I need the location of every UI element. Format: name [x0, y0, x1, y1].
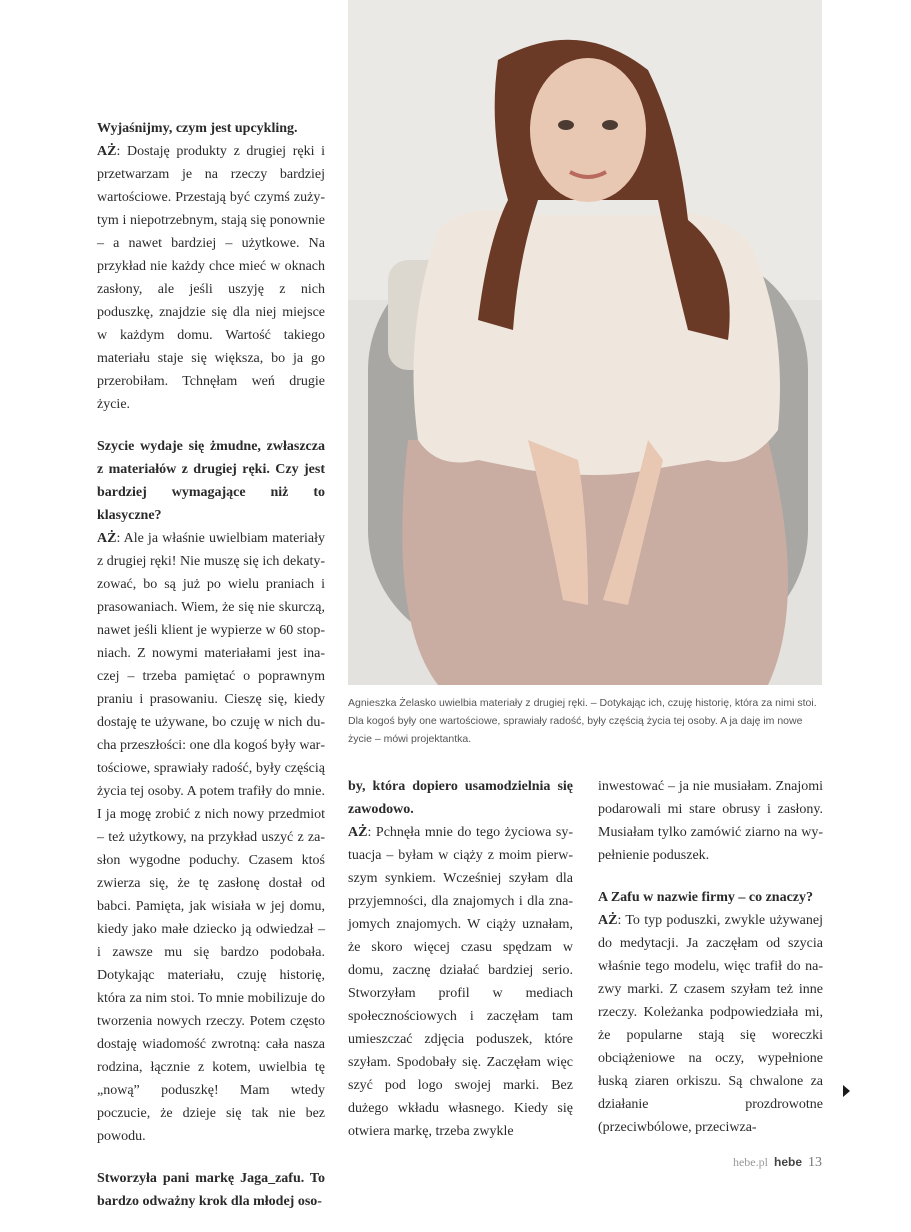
footer-site: hebe.pl — [732, 1155, 768, 1169]
speaker-initials: AŻ — [97, 531, 117, 546]
footer-brand-logo: hebe — [773, 1155, 802, 1169]
paragraph — [97, 117, 325, 416]
answer-text: inwestować – ja nie musiałam. Znajomi podarowali mi stare obrusy i zasłony. Musiałam tylko zamówić ziarno na wypełnienie poduszek. — [598, 779, 823, 863]
paragraph — [97, 435, 325, 1148]
article-column-3 — [598, 775, 823, 1158]
page-footer — [733, 1155, 822, 1171]
article-column-2 — [348, 775, 573, 1162]
portrait-illustration — [348, 0, 822, 685]
answer-text: : Pchnęła mnie do tego życiowa sytuacja – byłam w ciąży z moim pierwszym synkiem. Wcześniej szyłam dla przyjemności, dla znajomych i dla znajomych znajomych. W ciąży uznałam, że skoro więcej czasu spędzam w domu, zacznę działać bardziej serio. Stworzyłam profil w mediach społecznościowych i zaczęłam tam umieszczać zdjęcia poduszek, które szyłam. Spodobały się. Zaczęłam więc szyć pod logo swojej marki. Bez dużego wkładu własnego. Kiedy się otwiera markę, trzeba zwykle — [348, 825, 573, 1139]
speaker-initials: AŻ — [598, 913, 618, 928]
article-column-1 — [97, 117, 325, 1232]
answer-text: : Ale ja właśnie uwielbiam materiały z drugiej ręki! Nie muszę się ich dekatyzować, bo są już po wielu praniach i prasowaniach. Wiem, że się nie skurczą, nawet jeśli klient je wypierze w 60 stopniach. Z nowymi materiałami jest inaczej – trzeba pamiętać o poprawnym praniu i prasowaniu. Cieszę się, kiedy dostaję te używane, bo czuję w nich ducha przeszłości: one dla kogoś były wartościowe, sprawiały radość, były częścią życia tej osoby. A potem trafiły do mnie. I ja mogę zrobić z nich nowy przedmiot – też użytkowy, na przykład uszyć z zasłon wygodne poduchy. Czasem ktoś zwierza się, że tę zasłonę dostał od babci. Pamięta, jak wisiała w jej domu, kiedy jako małe dziecko ją odwiedzał – i zawsze mu się bardzo podobała. Dotykając materiału, czuję historię, która za nim stoi. To mnie mobilizuje do tworzenia nowych rzeczy. Potem często dostaję wiadomość zwrotną: cała nasza rodzina, łącznie z kotem, uwielbia tę „nową” poduszkę! Mam wtedy poczucie, że dzieje się tak nie bez powodu. — [97, 531, 325, 1144]
interview-question: by, która dopiero usamodzielnia się zawodowo. — [348, 779, 573, 817]
speaker-initials: AŻ — [348, 825, 368, 840]
photo-caption: Agnieszka Żelasko uwielbia materiały z drugiej ręki. – Dotykając ich, czuję historię, która za nimi stoi. Dla kogoś były one wartościowe, sprawiały radość, były częścią życia tej osoby. A ja daję im nowe życie – mówi projektantka. — [348, 697, 817, 745]
paragraph — [348, 775, 573, 1143]
answer-text: : Dostaję produkty z drugiej ręki i przetwarzam je na rzeczy bardziej wartościowe. Przestają być czymś zużytym i niepotrzebnym, stają się ponownie – a nawet bardziej – użytkowe. Na przykład nie każdy chce mieć w oknach zasłony, ale jeśli uszyję z nich poduszkę, znajdzie się dla niej miejsce w każdym domu. Wartość takiego materiału staje się większa, bo ja go przerobiłam. Tchnęłam weń drugie życie. — [97, 144, 325, 412]
interview-question: Stworzyła pani markę Jaga_zafu. To bardzo odważny krok dla młodej oso- — [97, 1171, 325, 1209]
speaker-initials: AŻ — [97, 144, 117, 159]
answer-text: : To typ poduszki, zwykle używanej do medytacji. Ja zaczęłam od szycia właśnie tego modelu, więc trafił do nazwy marki. Z czasem szyłam też inne rzeczy. Koleżanka podpowiedziała mi, że popularne stają się woreczki obciążeniowe na oczy, wypełnione łuską ziaren orkiszu. Są chwalone za działanie prozdrowotne (przeciwbólowe, przeciwza- — [598, 913, 823, 1135]
paragraph — [97, 1167, 325, 1213]
portrait-photo — [348, 0, 822, 685]
interview-question: Szycie wydaje się żmudne, zwłaszcza z materiałów z drugiej ręki. Czy jest bardziej wymagające niż to klasyczne? — [97, 439, 325, 523]
interview-question: Wyjaśnijmy, czym jest upcykling. — [97, 121, 298, 136]
interview-question: A Zafu w nazwie firmy – co znaczy? — [598, 890, 814, 905]
page-number: 13 — [808, 1155, 822, 1170]
paragraph — [598, 886, 823, 1139]
continue-arrow-icon — [843, 1085, 850, 1097]
paragraph — [598, 775, 823, 867]
